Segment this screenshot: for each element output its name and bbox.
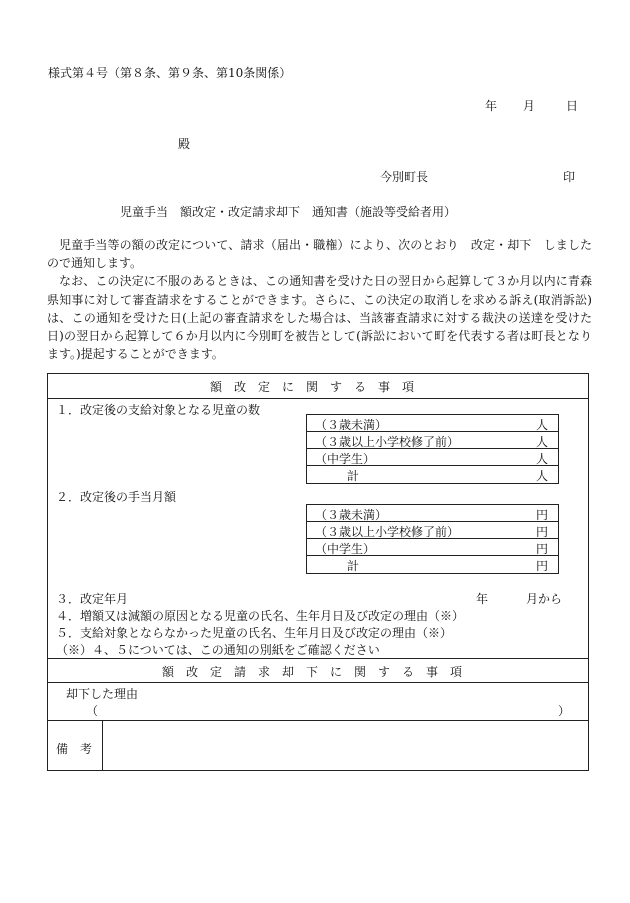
notice-table	[47, 373, 589, 771]
revision-year-unit: 年	[476, 592, 489, 606]
item-change-reason: ４．増額又は減額の原因となる児童の氏名、生年月日及び改定の理由（※）	[56, 609, 465, 623]
attachment-note: （※）４、５については、この通知の別紙をご確認ください	[56, 643, 380, 657]
divider	[48, 398, 588, 399]
divider	[48, 658, 588, 659]
item-revision-month: ３．改定年月	[56, 592, 129, 606]
amount-total-row	[307, 556, 558, 573]
seal-mark: 印	[563, 170, 576, 184]
notice-paragraph-2: なお、この決定に不服のあるときは、この通知書を受けた日の翌日から起算して３か月以内に青森県知事に対して審査請求をすることができます。さらに、この決定の取消しを求める訴え(取消訴訟)は、この通知を受けた日(上記の審査請求をした場合は、当該審査請求に対する裁決の送達を受けた日)の翌日から起算して６か月以内に今別町を被告として(訴訟において町を代表する者は町長となります。)提起することができます。	[47, 274, 592, 362]
revision-month-unit: 月から	[526, 592, 563, 606]
item-excluded-children: ５．支給対象とならなかった児童の氏名、生年月日及び改定の理由（※）	[56, 626, 453, 640]
row-unit: 人	[535, 435, 548, 449]
reason-paren-close: ）	[558, 704, 571, 718]
row-label: （中学生）	[315, 452, 376, 466]
row-label: （３歳以上小学校修了前）	[315, 435, 460, 449]
row-label: 計	[347, 559, 360, 573]
child-count-row	[307, 432, 558, 449]
divider	[48, 682, 588, 683]
row-unit: 円	[535, 508, 548, 522]
monthly-amount-table	[306, 504, 559, 574]
child-count-row	[307, 449, 558, 466]
child-count-row	[307, 415, 558, 432]
addressee: 殿	[178, 137, 191, 151]
item-child-count: １．改定後の支給対象となる児童の数	[56, 403, 261, 417]
item-monthly-amount: ２．改定後の手当月額	[56, 490, 177, 504]
row-label: （３歳未満）	[315, 508, 388, 522]
row-unit: 円	[535, 525, 548, 539]
row-label: （３歳以上小学校修了前）	[315, 525, 460, 539]
section-rejection-heading: 額改定請求却下に関する事項	[161, 665, 474, 679]
date-year-month: 年 月	[485, 99, 535, 113]
remarks-label: 備 考	[56, 742, 93, 756]
row-label: （中学生）	[315, 542, 376, 556]
amount-row	[307, 522, 558, 539]
notice-paragraph-1: 児童手当等の額の改定について、請求（届出・職権）により、次のとおり 改定・却下 しましたので通知します。	[47, 238, 592, 271]
rejection-reason-label: 却下した理由	[66, 687, 139, 701]
notice-body	[47, 236, 592, 363]
row-label: 計	[347, 469, 360, 483]
row-unit: 人	[535, 418, 548, 432]
amount-row	[307, 505, 558, 522]
issuer-name: 今別町長	[380, 170, 429, 184]
document-title: 児童手当 額改定・改定請求却下 通知書（施設等受給者用）	[120, 205, 457, 219]
row-unit: 円	[535, 542, 548, 556]
row-unit: 円	[535, 559, 548, 573]
reason-paren-open: （	[86, 704, 99, 718]
child-count-total-row	[307, 466, 558, 483]
form-number: 様式第４号（第８条、第９条、第10条関係）	[48, 66, 292, 80]
amount-row	[307, 539, 558, 556]
remarks-divider	[102, 720, 103, 770]
row-unit: 人	[535, 469, 548, 483]
row-label: （３歳未満）	[315, 418, 388, 432]
child-count-table	[306, 414, 559, 484]
divider	[48, 720, 588, 721]
row-unit: 人	[535, 452, 548, 466]
date-day: 日	[566, 99, 579, 113]
section-revision-heading: 額改定に関する事項	[209, 380, 426, 394]
